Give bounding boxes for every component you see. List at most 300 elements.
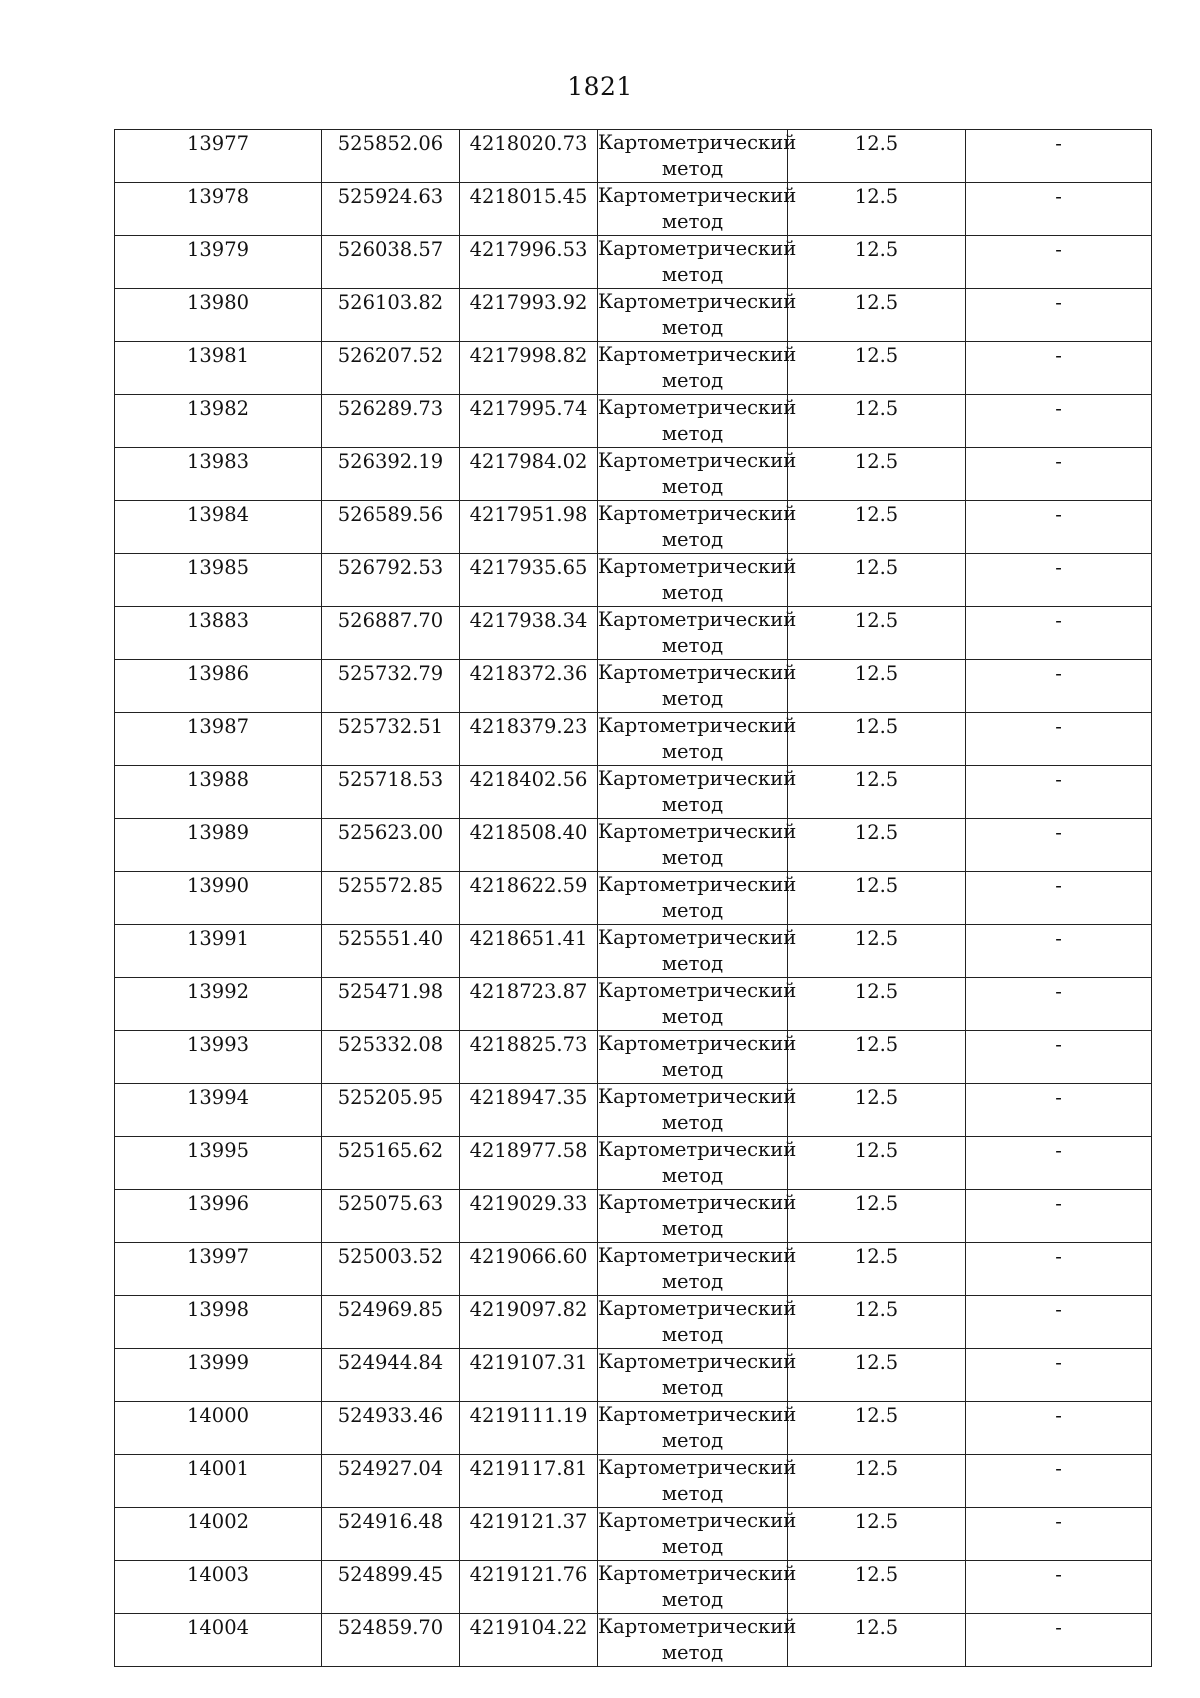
point-number-cell bbox=[115, 1349, 322, 1402]
y-coordinate-cell bbox=[460, 183, 598, 236]
point-number-cell bbox=[115, 978, 322, 1031]
y-coordinate-cell bbox=[460, 1402, 598, 1455]
table-row bbox=[115, 660, 1152, 713]
point-number-cell bbox=[115, 713, 322, 766]
accuracy-value: 12.5 bbox=[854, 609, 899, 632]
method-line-2: метод bbox=[661, 263, 724, 286]
accuracy-value: 12.5 bbox=[854, 1563, 899, 1586]
point-number-cell bbox=[115, 1031, 322, 1084]
table-row bbox=[115, 289, 1152, 342]
method-line-2: метод bbox=[661, 1482, 724, 1505]
note-cell bbox=[966, 183, 1152, 236]
accuracy-value: 12.5 bbox=[854, 874, 899, 897]
point-number-value: 13983 bbox=[186, 450, 250, 473]
point-number-value: 13977 bbox=[186, 132, 250, 155]
y-coordinate-value: 4218402.56 bbox=[469, 768, 588, 791]
method-line-2: метод bbox=[661, 210, 724, 233]
point-number-cell bbox=[115, 395, 322, 448]
method-line-2: метод bbox=[661, 1429, 724, 1452]
y-coordinate-value: 4217995.74 bbox=[469, 397, 588, 420]
note-cell bbox=[966, 1614, 1152, 1667]
point-number-value: 13981 bbox=[186, 344, 250, 367]
x-coordinate-cell bbox=[322, 1243, 460, 1296]
point-number-value: 13980 bbox=[186, 291, 250, 314]
method-line-1: Картометрический bbox=[598, 1562, 797, 1585]
y-coordinate-cell bbox=[460, 1137, 598, 1190]
method-line-1: Картометрический bbox=[598, 979, 797, 1002]
y-coordinate-value: 4219104.22 bbox=[469, 1616, 588, 1639]
y-coordinate-value: 4219066.60 bbox=[469, 1245, 588, 1268]
x-coordinate-value: 524944.84 bbox=[337, 1351, 444, 1374]
point-number-value: 13883 bbox=[186, 609, 250, 632]
coordinates-table-body bbox=[115, 130, 1152, 1667]
method-cell bbox=[598, 1561, 797, 1614]
note-cell bbox=[966, 819, 1152, 872]
point-number-cell bbox=[115, 1296, 322, 1349]
x-coordinate-value: 525623.00 bbox=[337, 821, 444, 844]
point-number-cell bbox=[115, 660, 322, 713]
method-line-1: Картометрический bbox=[598, 237, 797, 260]
accuracy-cell bbox=[788, 766, 966, 819]
y-coordinate-cell bbox=[460, 1614, 598, 1667]
point-number-value: 13989 bbox=[186, 821, 250, 844]
note-cell bbox=[966, 872, 1152, 925]
method-line-2: метод bbox=[661, 1005, 724, 1028]
note-value: - bbox=[1055, 503, 1062, 526]
accuracy-value: 12.5 bbox=[854, 1139, 899, 1162]
y-coordinate-cell bbox=[460, 872, 598, 925]
note-value: - bbox=[1055, 609, 1062, 632]
x-coordinate-value: 525003.52 bbox=[337, 1245, 444, 1268]
note-value: - bbox=[1055, 1563, 1062, 1586]
note-cell bbox=[966, 1402, 1152, 1455]
method-cell bbox=[598, 289, 797, 342]
accuracy-value: 12.5 bbox=[854, 238, 899, 261]
x-coordinate-cell bbox=[322, 395, 460, 448]
point-number-cell bbox=[115, 607, 322, 660]
method-line-1: Картометрический bbox=[598, 1615, 797, 1638]
note-cell bbox=[966, 766, 1152, 819]
note-cell bbox=[966, 660, 1152, 713]
note-value: - bbox=[1055, 1192, 1062, 1215]
note-cell bbox=[966, 1561, 1152, 1614]
accuracy-cell bbox=[788, 1614, 966, 1667]
note-value: - bbox=[1055, 874, 1062, 897]
accuracy-value: 12.5 bbox=[854, 1404, 899, 1427]
y-coordinate-cell bbox=[460, 1455, 598, 1508]
table-row bbox=[115, 130, 1152, 183]
point-number-cell bbox=[115, 342, 322, 395]
accuracy-cell bbox=[788, 1455, 966, 1508]
note-value: - bbox=[1055, 1404, 1062, 1427]
y-coordinate-cell bbox=[460, 713, 598, 766]
table-row bbox=[115, 342, 1152, 395]
method-cell bbox=[598, 819, 797, 872]
accuracy-value: 12.5 bbox=[854, 397, 899, 420]
x-coordinate-value: 524933.46 bbox=[337, 1404, 444, 1427]
accuracy-cell bbox=[788, 978, 966, 1031]
accuracy-cell bbox=[788, 1137, 966, 1190]
accuracy-cell bbox=[788, 1031, 966, 1084]
y-coordinate-value: 4219117.81 bbox=[469, 1457, 588, 1480]
accuracy-cell bbox=[788, 554, 966, 607]
x-coordinate-cell bbox=[322, 819, 460, 872]
x-coordinate-value: 526038.57 bbox=[337, 238, 444, 261]
y-coordinate-value: 4217951.98 bbox=[469, 503, 588, 526]
y-coordinate-cell bbox=[460, 289, 598, 342]
accuracy-cell bbox=[788, 501, 966, 554]
method-cell bbox=[598, 554, 797, 607]
y-coordinate-cell bbox=[460, 448, 598, 501]
y-coordinate-cell bbox=[460, 660, 598, 713]
accuracy-value: 12.5 bbox=[854, 1616, 899, 1639]
method-line-1: Картометрический bbox=[598, 1032, 797, 1055]
y-coordinate-cell bbox=[460, 925, 598, 978]
x-coordinate-value: 526792.53 bbox=[337, 556, 444, 579]
accuracy-cell bbox=[788, 342, 966, 395]
table-row bbox=[115, 236, 1152, 289]
point-number-cell bbox=[115, 501, 322, 554]
x-coordinate-cell bbox=[322, 1190, 460, 1243]
note-value: - bbox=[1055, 450, 1062, 473]
x-coordinate-cell bbox=[322, 1402, 460, 1455]
x-coordinate-value: 525471.98 bbox=[337, 980, 444, 1003]
table-row bbox=[115, 1614, 1152, 1667]
table-row bbox=[115, 1402, 1152, 1455]
y-coordinate-cell bbox=[460, 1561, 598, 1614]
table-row bbox=[115, 554, 1152, 607]
x-coordinate-value: 525852.06 bbox=[337, 132, 444, 155]
accuracy-value: 12.5 bbox=[854, 1033, 899, 1056]
table-row bbox=[115, 978, 1152, 1031]
point-number-cell bbox=[115, 448, 322, 501]
y-coordinate-cell bbox=[460, 1084, 598, 1137]
method-cell bbox=[598, 130, 797, 183]
note-value: - bbox=[1055, 1033, 1062, 1056]
x-coordinate-value: 525205.95 bbox=[337, 1086, 444, 1109]
table-row bbox=[115, 501, 1152, 554]
x-coordinate-cell bbox=[322, 925, 460, 978]
y-coordinate-cell bbox=[460, 819, 598, 872]
method-cell bbox=[598, 1190, 797, 1243]
note-cell bbox=[966, 448, 1152, 501]
accuracy-cell bbox=[788, 872, 966, 925]
y-coordinate-cell bbox=[460, 342, 598, 395]
accuracy-cell bbox=[788, 130, 966, 183]
accuracy-cell bbox=[788, 1243, 966, 1296]
note-value: - bbox=[1055, 132, 1062, 155]
accuracy-value: 12.5 bbox=[854, 344, 899, 367]
accuracy-cell bbox=[788, 925, 966, 978]
point-number-cell bbox=[115, 1455, 322, 1508]
method-cell bbox=[598, 1296, 797, 1349]
method-cell bbox=[598, 236, 797, 289]
y-coordinate-value: 4218947.35 bbox=[469, 1086, 588, 1109]
note-cell bbox=[966, 1508, 1152, 1561]
method-cell bbox=[598, 1137, 797, 1190]
note-value: - bbox=[1055, 1086, 1062, 1109]
accuracy-cell bbox=[788, 448, 966, 501]
y-coordinate-cell bbox=[460, 607, 598, 660]
y-coordinate-value: 4219121.76 bbox=[469, 1563, 588, 1586]
x-coordinate-value: 525332.08 bbox=[337, 1033, 444, 1056]
point-number-cell bbox=[115, 819, 322, 872]
note-value: - bbox=[1055, 291, 1062, 314]
method-line-1: Картометрический bbox=[598, 1191, 797, 1214]
table-row bbox=[115, 872, 1152, 925]
table-row bbox=[115, 925, 1152, 978]
note-cell bbox=[966, 1296, 1152, 1349]
accuracy-value: 12.5 bbox=[854, 291, 899, 314]
x-coordinate-value: 525718.53 bbox=[337, 768, 444, 791]
y-coordinate-value: 4218977.58 bbox=[469, 1139, 588, 1162]
y-coordinate-cell bbox=[460, 1349, 598, 1402]
table-row bbox=[115, 766, 1152, 819]
accuracy-value: 12.5 bbox=[854, 1457, 899, 1480]
x-coordinate-cell bbox=[322, 1508, 460, 1561]
x-coordinate-cell bbox=[322, 236, 460, 289]
point-number-cell bbox=[115, 1243, 322, 1296]
accuracy-value: 12.5 bbox=[854, 503, 899, 526]
y-coordinate-value: 4219121.37 bbox=[469, 1510, 588, 1533]
y-coordinate-value: 4217996.53 bbox=[469, 238, 588, 261]
note-cell bbox=[966, 554, 1152, 607]
table-row bbox=[115, 713, 1152, 766]
point-number-value: 13986 bbox=[186, 662, 250, 685]
page-number: 1821 bbox=[567, 72, 633, 101]
method-line-1: Картометрический bbox=[598, 820, 797, 843]
accuracy-cell bbox=[788, 1296, 966, 1349]
x-coordinate-cell bbox=[322, 766, 460, 819]
method-line-2: метод bbox=[661, 1058, 724, 1081]
accuracy-cell bbox=[788, 1508, 966, 1561]
method-line-1: Картометрический bbox=[598, 926, 797, 949]
y-coordinate-cell bbox=[460, 554, 598, 607]
y-coordinate-value: 4218825.73 bbox=[469, 1033, 588, 1056]
note-value: - bbox=[1055, 1245, 1062, 1268]
method-cell bbox=[598, 1455, 797, 1508]
point-number-cell bbox=[115, 872, 322, 925]
point-number-value: 13992 bbox=[186, 980, 250, 1003]
accuracy-value: 12.5 bbox=[854, 1298, 899, 1321]
point-number-cell bbox=[115, 1084, 322, 1137]
table-row bbox=[115, 1190, 1152, 1243]
method-line-2: метод bbox=[661, 1323, 724, 1346]
method-line-2: метод bbox=[661, 1376, 724, 1399]
y-coordinate-value: 4218508.40 bbox=[469, 821, 588, 844]
point-number-cell bbox=[115, 1402, 322, 1455]
method-cell bbox=[598, 342, 797, 395]
note-value: - bbox=[1055, 980, 1062, 1003]
y-coordinate-cell bbox=[460, 1190, 598, 1243]
method-line-1: Картометрический bbox=[598, 714, 797, 737]
y-coordinate-cell bbox=[460, 978, 598, 1031]
point-number-cell bbox=[115, 183, 322, 236]
x-coordinate-value: 524899.45 bbox=[337, 1563, 444, 1586]
method-cell bbox=[598, 607, 797, 660]
method-line-2: метод bbox=[661, 422, 724, 445]
method-line-1: Картометрический bbox=[598, 502, 797, 525]
point-number-value: 13996 bbox=[186, 1192, 250, 1215]
x-coordinate-value: 525075.63 bbox=[337, 1192, 444, 1215]
x-coordinate-value: 525732.51 bbox=[337, 715, 444, 738]
method-line-1: Картометрический bbox=[598, 343, 797, 366]
note-cell bbox=[966, 1455, 1152, 1508]
x-coordinate-value: 525572.85 bbox=[337, 874, 444, 897]
point-number-value: 13984 bbox=[186, 503, 250, 526]
point-number-cell bbox=[115, 289, 322, 342]
table-row bbox=[115, 607, 1152, 660]
x-coordinate-value: 525924.63 bbox=[337, 185, 444, 208]
note-value: - bbox=[1055, 397, 1062, 420]
accuracy-value: 12.5 bbox=[854, 1351, 899, 1374]
accuracy-cell bbox=[788, 819, 966, 872]
accuracy-value: 12.5 bbox=[854, 1510, 899, 1533]
accuracy-value: 12.5 bbox=[854, 1192, 899, 1215]
coordinates-table bbox=[114, 129, 1152, 1667]
point-number-cell bbox=[115, 1508, 322, 1561]
note-cell bbox=[966, 607, 1152, 660]
y-coordinate-value: 4217993.92 bbox=[469, 291, 588, 314]
point-number-value: 13978 bbox=[186, 185, 250, 208]
method-cell bbox=[598, 1349, 797, 1402]
note-cell bbox=[966, 501, 1152, 554]
note-cell bbox=[966, 236, 1152, 289]
accuracy-value: 12.5 bbox=[854, 927, 899, 950]
point-number-value: 13994 bbox=[186, 1086, 250, 1109]
note-cell bbox=[966, 713, 1152, 766]
x-coordinate-cell bbox=[322, 1349, 460, 1402]
table-row bbox=[115, 1296, 1152, 1349]
y-coordinate-value: 4219111.19 bbox=[469, 1404, 588, 1427]
point-number-value: 14004 bbox=[186, 1616, 250, 1639]
method-line-1: Картометрический bbox=[598, 1297, 797, 1320]
note-cell bbox=[966, 1243, 1152, 1296]
method-line-2: метод bbox=[661, 793, 724, 816]
x-coordinate-value: 526289.73 bbox=[337, 397, 444, 420]
accuracy-cell bbox=[788, 1190, 966, 1243]
accuracy-value: 12.5 bbox=[854, 1086, 899, 1109]
y-coordinate-cell bbox=[460, 395, 598, 448]
y-coordinate-cell bbox=[460, 766, 598, 819]
note-value: - bbox=[1055, 1510, 1062, 1533]
method-line-1: Картометрический bbox=[598, 1138, 797, 1161]
y-coordinate-value: 4219097.82 bbox=[469, 1298, 588, 1321]
method-cell bbox=[598, 925, 797, 978]
note-cell bbox=[966, 978, 1152, 1031]
method-cell bbox=[598, 872, 797, 925]
table-row bbox=[115, 448, 1152, 501]
accuracy-cell bbox=[788, 660, 966, 713]
accuracy-value: 12.5 bbox=[854, 132, 899, 155]
method-line-1: Картометрический bbox=[598, 873, 797, 896]
x-coordinate-cell bbox=[322, 978, 460, 1031]
method-line-2: метод bbox=[661, 846, 724, 869]
method-cell bbox=[598, 1614, 797, 1667]
y-coordinate-cell bbox=[460, 130, 598, 183]
point-number-value: 13991 bbox=[186, 927, 250, 950]
point-number-value: 13995 bbox=[186, 1139, 250, 1162]
point-number-cell bbox=[115, 236, 322, 289]
method-line-2: метод bbox=[661, 1111, 724, 1134]
x-coordinate-value: 525732.79 bbox=[337, 662, 444, 685]
x-coordinate-value: 526103.82 bbox=[337, 291, 444, 314]
x-coordinate-cell bbox=[322, 1084, 460, 1137]
method-line-1: Картометрический bbox=[598, 131, 797, 154]
method-line-2: метод bbox=[661, 1588, 724, 1611]
point-number-value: 13979 bbox=[186, 238, 250, 261]
y-coordinate-value: 4217984.02 bbox=[469, 450, 588, 473]
x-coordinate-cell bbox=[322, 1614, 460, 1667]
x-coordinate-value: 525165.62 bbox=[337, 1139, 444, 1162]
y-coordinate-value: 4218379.23 bbox=[469, 715, 588, 738]
method-line-1: Картометрический bbox=[598, 661, 797, 684]
x-coordinate-value: 526589.56 bbox=[337, 503, 444, 526]
method-line-1: Картометрический bbox=[598, 555, 797, 578]
point-number-cell bbox=[115, 1614, 322, 1667]
method-line-2: метод bbox=[661, 634, 724, 657]
x-coordinate-cell bbox=[322, 1031, 460, 1084]
accuracy-value: 12.5 bbox=[854, 450, 899, 473]
method-line-2: метод bbox=[661, 899, 724, 922]
method-line-1: Картометрический bbox=[598, 767, 797, 790]
table-row bbox=[115, 1137, 1152, 1190]
note-cell bbox=[966, 1084, 1152, 1137]
accuracy-cell bbox=[788, 1561, 966, 1614]
point-number-value: 14002 bbox=[186, 1510, 250, 1533]
method-cell bbox=[598, 1402, 797, 1455]
point-number-cell bbox=[115, 1137, 322, 1190]
method-cell bbox=[598, 183, 797, 236]
point-number-value: 13985 bbox=[186, 556, 250, 579]
table-row bbox=[115, 1349, 1152, 1402]
x-coordinate-cell bbox=[322, 289, 460, 342]
method-line-2: метод bbox=[661, 1535, 724, 1558]
y-coordinate-value: 4218651.41 bbox=[469, 927, 588, 950]
method-cell bbox=[598, 978, 797, 1031]
method-line-2: метод bbox=[661, 316, 724, 339]
accuracy-value: 12.5 bbox=[854, 821, 899, 844]
point-number-value: 13988 bbox=[186, 768, 250, 791]
method-line-1: Картометрический bbox=[598, 1350, 797, 1373]
method-line-1: Картометрический bbox=[598, 1085, 797, 1108]
x-coordinate-value: 526887.70 bbox=[337, 609, 444, 632]
accuracy-value: 12.5 bbox=[854, 556, 899, 579]
y-coordinate-value: 4219029.33 bbox=[469, 1192, 588, 1215]
table-row bbox=[115, 819, 1152, 872]
note-value: - bbox=[1055, 556, 1062, 579]
method-line-1: Картометрический bbox=[598, 184, 797, 207]
accuracy-cell bbox=[788, 1402, 966, 1455]
y-coordinate-value: 4218372.36 bbox=[469, 662, 588, 685]
note-value: - bbox=[1055, 1139, 1062, 1162]
method-cell bbox=[598, 1508, 797, 1561]
method-line-1: Картометрический bbox=[598, 396, 797, 419]
accuracy-value: 12.5 bbox=[854, 185, 899, 208]
point-number-value: 13982 bbox=[186, 397, 250, 420]
x-coordinate-cell bbox=[322, 1561, 460, 1614]
accuracy-cell bbox=[788, 289, 966, 342]
note-cell bbox=[966, 1137, 1152, 1190]
point-number-cell bbox=[115, 130, 322, 183]
method-line-1: Картометрический bbox=[598, 449, 797, 472]
note-value: - bbox=[1055, 185, 1062, 208]
accuracy-cell bbox=[788, 395, 966, 448]
point-number-value: 13999 bbox=[186, 1351, 250, 1374]
method-cell bbox=[598, 448, 797, 501]
y-coordinate-cell bbox=[460, 501, 598, 554]
point-number-value: 14000 bbox=[186, 1404, 250, 1427]
